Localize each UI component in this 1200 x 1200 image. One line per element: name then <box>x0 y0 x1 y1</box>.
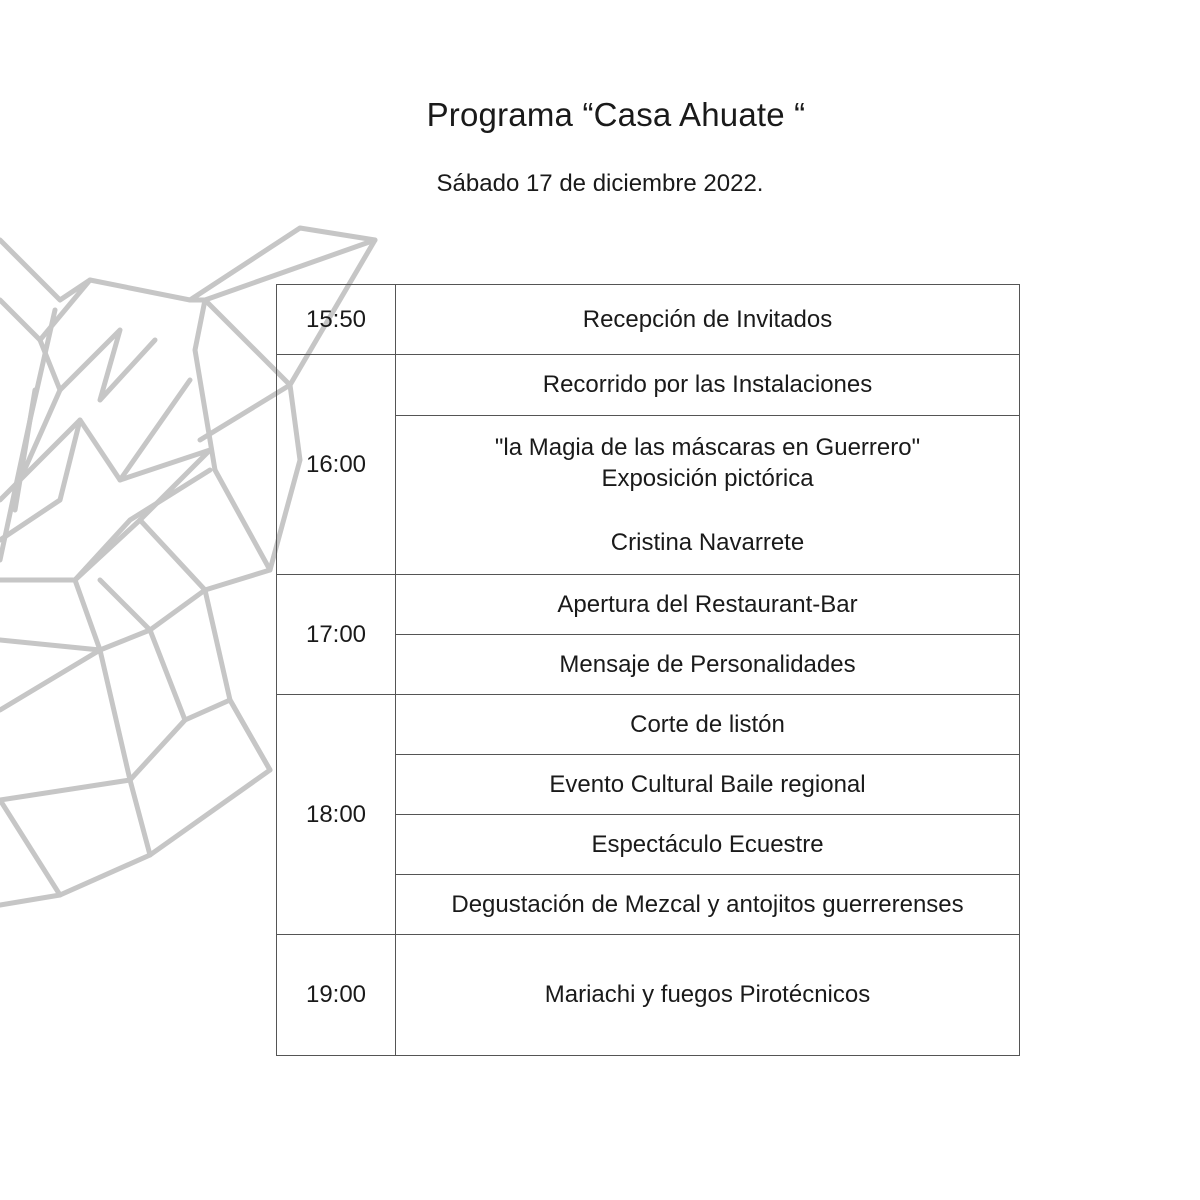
activity-cell: Mensaje de Personalidades <box>396 635 1020 695</box>
activity-cell: Recorrido por las Instalaciones <box>396 355 1020 416</box>
time-cell: 16:00 <box>277 355 396 575</box>
exhibition-type: Exposición pictórica <box>601 465 814 493</box>
table-row <box>277 285 1020 355</box>
activity-cell: Degustación de Mezcal y antojitos guerrerenses <box>396 875 1020 935</box>
schedule-table <box>276 284 1020 1056</box>
activity-cell: Recepción de Invitados <box>396 285 1020 355</box>
event-date: Sábado 17 de diciembre 2022. <box>436 170 764 197</box>
activity-cell: Apertura del Restaurant-Bar <box>396 575 1020 635</box>
time-cell: 19:00 <box>277 935 396 1056</box>
exhibition-title: "la Magia de las máscaras en Guerrero" <box>494 434 921 462</box>
table-row <box>277 575 1020 635</box>
activity-cell: Espectáculo Ecuestre <box>396 815 1020 875</box>
activity-cell: Mariachi y fuegos Pirotécnicos <box>396 935 1020 1056</box>
table-row <box>277 935 1020 1056</box>
activity-cell <box>396 416 1020 575</box>
time-cell: 17:00 <box>277 575 396 695</box>
time-cell: 18:00 <box>277 695 396 935</box>
table-row <box>277 355 1020 416</box>
activity-cell: Corte de listón <box>396 695 1020 755</box>
table-row <box>277 695 1020 755</box>
time-cell: 15:50 <box>277 285 396 355</box>
activity-cell: Evento Cultural Baile regional <box>396 755 1020 815</box>
exhibition-artist: Cristina Navarrete <box>610 528 805 556</box>
page-title: Programa “Casa Ahuate “ <box>426 96 806 133</box>
